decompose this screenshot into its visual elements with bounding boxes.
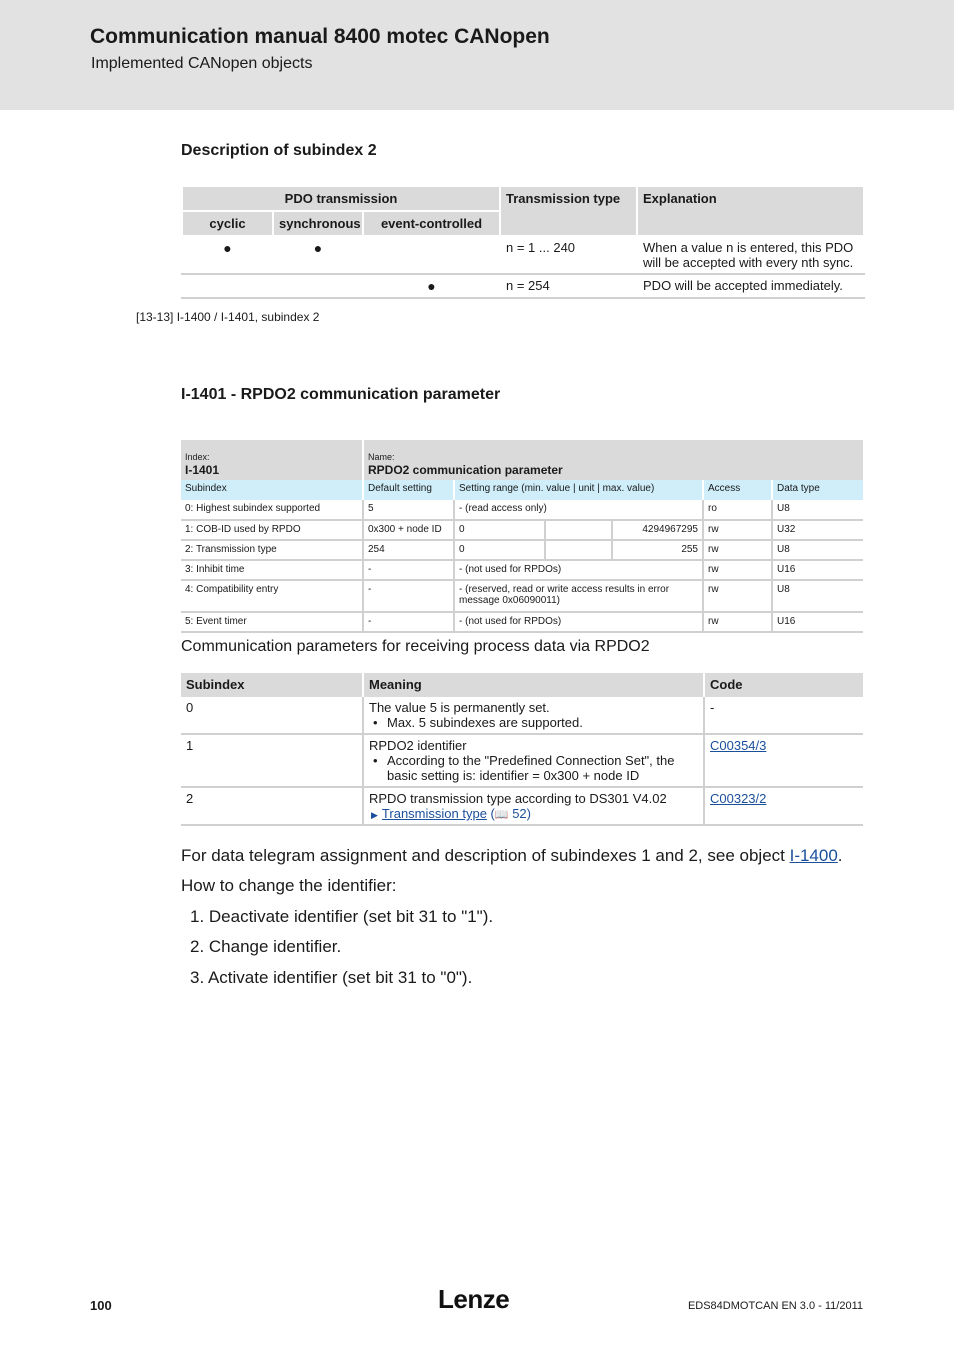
- table-row: [181, 560, 863, 580]
- type-cell: U8: [772, 580, 863, 612]
- type-cell: U32: [772, 520, 863, 540]
- meaning-cell: [363, 697, 704, 734]
- col-subindex: Subindex: [181, 480, 363, 500]
- meaning-bullet: • Max. 5 subindexes are supported.: [369, 715, 698, 730]
- book-icon: 📖: [494, 809, 509, 821]
- default-cell: -: [363, 612, 454, 632]
- col-subindex: Subindex: [181, 673, 363, 697]
- assignment-paragraph: [181, 846, 843, 866]
- cyclic-cell: [182, 274, 273, 298]
- index-value: I-1401: [185, 463, 220, 477]
- sub-cell: 2: Transmission type: [181, 540, 363, 560]
- access-cell: rw: [703, 612, 772, 632]
- event-cell: [363, 236, 500, 274]
- sub-cell: 0: Highest subindex supported: [181, 500, 363, 520]
- document-id: EDS84DMOTCAN EN 3.0 - 11/2011: [687, 1300, 863, 1312]
- meaning-text: RPDO transmission type according to DS301 V4.02: [369, 791, 667, 806]
- index-cell: [181, 440, 363, 480]
- default-cell: -: [363, 580, 454, 612]
- type-cell: n = 254: [500, 274, 637, 298]
- type-cell: n = 1 ... 240: [500, 236, 637, 274]
- pdo-transmission-header: PDO transmission: [182, 186, 500, 211]
- table-row: [181, 540, 863, 560]
- table-row: [181, 520, 863, 540]
- range-cell: - (not used for RPDOs): [454, 560, 703, 580]
- cyclic-cell: ●: [182, 236, 273, 274]
- section-heading-i1401: I-1401 - RPDO2 communication parameter: [181, 386, 501, 403]
- access-cell: rw: [703, 520, 772, 540]
- type-cell: U8: [772, 500, 863, 520]
- name-cell: [363, 440, 863, 480]
- code-link-c00354[interactable]: C00354/3: [710, 738, 767, 753]
- code-cell: -: [704, 697, 863, 734]
- max-cell: 4294967295: [612, 520, 703, 540]
- event-cell: ●: [363, 274, 500, 298]
- range-cell: - (not used for RPDOs): [454, 612, 703, 632]
- col-meaning: Meaning: [363, 673, 704, 697]
- step-3: 3. Activate identifier (set bit 31 to "0").: [190, 968, 473, 987]
- sub-cell: 4: Compatibility entry: [181, 580, 363, 612]
- table-row: [181, 500, 863, 520]
- default-cell: 5: [363, 500, 454, 520]
- step-1: 1. Deactivate identifier (set bit 31 to "1").: [190, 907, 494, 926]
- col-range: Setting range (min. value | unit | max. value): [454, 480, 703, 500]
- explanation-cell: PDO will be accepted immediately.: [637, 274, 864, 298]
- col-code: Code: [704, 673, 863, 697]
- type-cell: U8: [772, 540, 863, 560]
- meaning-text: RPDO2 identifier: [369, 738, 467, 753]
- sub-cell: 0: [181, 697, 363, 734]
- step-2: 2. Change identifier.: [190, 937, 342, 956]
- access-cell: rw: [703, 540, 772, 560]
- index-label: Index:: [185, 452, 210, 462]
- sub-cell: 3: Inhibit time: [181, 560, 363, 580]
- sub-cell: 1: [181, 734, 363, 787]
- table-row: [181, 787, 863, 825]
- table-row: [181, 612, 863, 632]
- access-cell: ro: [703, 500, 772, 520]
- chapter-subtitle: Implemented CANopen objects: [91, 55, 313, 72]
- section-heading-subindex2: Description of subindex 2: [181, 142, 377, 159]
- sub-cell: 5: Event timer: [181, 612, 363, 632]
- table-caption: [13-13] I-1400 / I-1401, subindex 2: [136, 310, 320, 324]
- type-cell: U16: [772, 612, 863, 632]
- col-access: Access: [703, 480, 772, 500]
- default-cell: -: [363, 560, 454, 580]
- triangle-right-icon: ▶: [371, 810, 378, 820]
- subindex2-table: [181, 185, 865, 299]
- assignment-period: .: [837, 846, 843, 865]
- min-cell: 0: [454, 520, 545, 540]
- meaning-cell: [363, 787, 704, 825]
- sub-cell: 1: COB-ID used by RPDO: [181, 520, 363, 540]
- code-cell: [704, 787, 863, 825]
- range-cell: - (read access only): [454, 500, 703, 520]
- sub-cell: 2: [181, 787, 363, 825]
- howto-heading: How to change the identifier:: [181, 876, 397, 895]
- lenze-logo: Lenze: [438, 1284, 510, 1314]
- table-row: [181, 734, 863, 787]
- assignment-text: For data telegram assignment and description of subindexes 1 and 2, see object: [181, 846, 790, 865]
- name-value: RPDO2 communication parameter: [368, 463, 563, 477]
- range-cell: - (reserved, read or write access results in error message 0x06090011): [454, 580, 703, 612]
- transmission-type-header: Transmission type: [500, 186, 637, 236]
- cyclic-header: cyclic: [182, 211, 273, 236]
- name-label: Name:: [368, 452, 395, 462]
- meaning-cell: [363, 734, 704, 787]
- synchronous-cell: ●: [273, 236, 363, 274]
- explanation-cell: When a value n is entered, this PDO will be accepted with every nth sync.: [637, 236, 864, 274]
- synchronous-header: synchronous: [273, 211, 363, 236]
- subindex-meaning-table: [181, 673, 863, 826]
- event-controlled-header: event-controlled: [363, 211, 500, 236]
- i1400-link[interactable]: I-1400: [789, 846, 838, 865]
- meaning-text: The value 5 is permanently set.: [369, 700, 550, 715]
- transmission-type-ref: [369, 806, 698, 821]
- page-ref-number: 52): [508, 806, 531, 821]
- page-ref-open: (: [486, 806, 495, 821]
- table-row: [181, 580, 863, 612]
- page-number: 100: [90, 1298, 112, 1313]
- table-row: [182, 274, 864, 298]
- type-cell: U16: [772, 560, 863, 580]
- max-cell: 255: [612, 540, 703, 560]
- object-parameter-table: [181, 440, 863, 633]
- unit-cell: [545, 520, 612, 540]
- table-row: [181, 697, 863, 734]
- document-title: Communication manual 8400 motec CANopen: [90, 25, 550, 48]
- default-cell: 254: [363, 540, 454, 560]
- access-cell: rw: [703, 580, 772, 612]
- code-cell: [704, 734, 863, 787]
- col-datatype: Data type: [772, 480, 863, 500]
- table-row: [182, 236, 864, 274]
- access-cell: rw: [703, 560, 772, 580]
- meaning-bullet: • According to the "Predefined Connection Set", the basic setting is: identifier = 0x300 + node ID: [369, 753, 698, 783]
- code-link-c00323[interactable]: C00323/2: [710, 791, 767, 806]
- unit-cell: [545, 540, 612, 560]
- min-cell: 0: [454, 540, 545, 560]
- explanation-header: Explanation: [637, 186, 864, 236]
- col-default: Default setting: [363, 480, 454, 500]
- rpdo2-intro-text: Communication parameters for receiving process data via RPDO2: [181, 638, 650, 655]
- default-cell: 0x300 + node ID: [363, 520, 454, 540]
- transmission-type-link[interactable]: Transmission type: [381, 806, 487, 821]
- synchronous-cell: [273, 274, 363, 298]
